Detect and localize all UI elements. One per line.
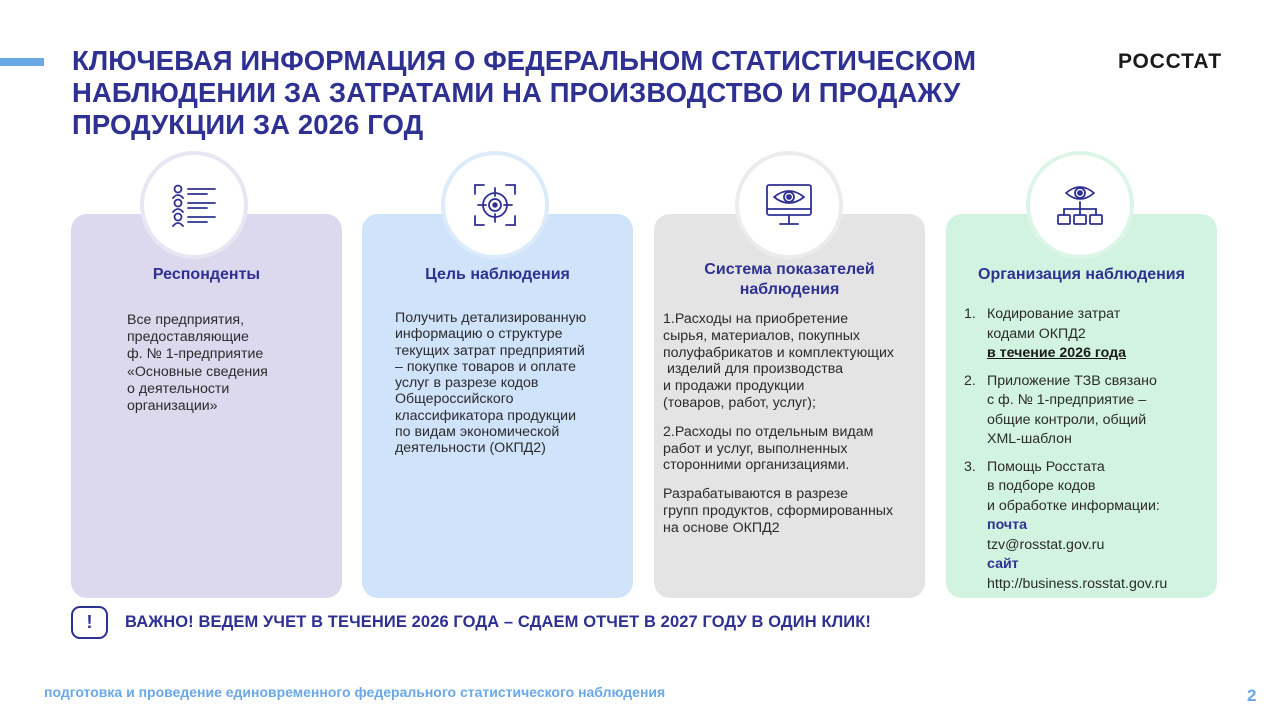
title-line: КЛЮЧЕВАЯ ИНФОРМАЦИЯ О ФЕДЕРАЛЬНОМ СТАТИСТИЧЕСКОМ (72, 45, 977, 76)
text-line: – покупке товаров и оплате (395, 358, 577, 375)
target-icon (445, 155, 545, 255)
goal-title: Цель наблюдения (425, 266, 570, 283)
text-line: о деятельности (127, 380, 230, 397)
text-line: Получить детализированную (395, 310, 587, 326)
organization-title: Организация наблюдения (978, 266, 1185, 283)
text-line: в подборе кодов (987, 478, 1096, 494)
list-item (964, 305, 1209, 364)
text-line: Разрабатываются в разрезе (663, 486, 849, 503)
title-line: НАБЛЮДЕНИИ ЗА ЗАТРАТАМИ НА ПРОИЗВОДСТВО И ПРОДАЖУ (72, 77, 961, 108)
text-line: организации» (127, 398, 218, 415)
text-line: текущих затрат предприятий (395, 342, 585, 359)
title-line: ПРОДУКЦИИ ЗА 2026 ГОД (72, 109, 424, 140)
footer-text: подготовка и проведение единовременного федерального статистического наблюдения (44, 684, 666, 700)
list-number: 1. (964, 306, 976, 322)
rosstat-logo: РОССТАТ (1118, 50, 1222, 73)
goal-card (362, 214, 633, 598)
text-line: Кодирование затрат (987, 306, 1121, 322)
text-line: на основе ОКПД2 (663, 519, 780, 536)
text-line: и обработке информации: (987, 497, 1160, 514)
text-line: групп продуктов, сформированных (663, 502, 894, 519)
text-line: Помощь Росстата (987, 458, 1105, 475)
indicators-card (654, 214, 925, 598)
text-line: кодами ОКПД2 (987, 325, 1086, 342)
title-line: Система показателей (704, 261, 875, 278)
important-text: ВАЖНО! ВЕДЕМ УЧЕТ В ТЕЧЕНИЕ 2026 ГОДА – СДАЕМ ОТЧЕТ В 2027 ГОДУ В ОДИН КЛИК! (125, 613, 872, 631)
text-line: классификатора продукции (395, 407, 577, 424)
page-number: 2 (1247, 686, 1257, 705)
title-line: наблюдения (739, 281, 840, 298)
text-line: изделий для производства (663, 361, 843, 378)
text-line: общие контроли, общий (987, 411, 1147, 428)
list-item (964, 372, 1209, 450)
accent-bar (0, 58, 44, 66)
exclamation-icon: ! (71, 606, 108, 639)
respondents-card (71, 214, 342, 598)
text-line: 2.Расходы по отдельным видам (663, 423, 874, 440)
text-line: по видам экономической (395, 424, 560, 441)
site-link[interactable]: http://business.rosstat.gov.ru (987, 575, 1168, 592)
indicators-paragraph-2 (663, 424, 925, 474)
text-line: Все предприятия, (127, 312, 245, 328)
text-line: сторонними организациями. (663, 457, 850, 474)
goal-text (395, 310, 625, 457)
indicators-paragraph-3 (663, 486, 925, 536)
text-line: «Основные сведения (127, 363, 268, 380)
indicators-paragraph-1 (663, 311, 925, 412)
text-line: (товаров, работ, услуг); (663, 394, 816, 411)
indicators-text (663, 311, 925, 549)
text-line: работ и услуг, выполненных (663, 440, 848, 457)
page-title (72, 45, 1072, 141)
organization-list (964, 305, 1209, 602)
text-line: с ф. № 1-предприятие – (987, 392, 1147, 408)
list-number: 2. (964, 372, 976, 389)
monitor-eye-icon (739, 155, 839, 255)
text-line: 1.Расходы на приобретение (663, 311, 849, 327)
email-label: почта (987, 517, 1027, 533)
respondents-text (127, 312, 327, 415)
people-list-icon (144, 155, 244, 255)
text-line: XML-шаблон (987, 431, 1072, 447)
respondents-title: Респонденты (152, 266, 261, 283)
organization-card (946, 214, 1217, 598)
email-link[interactable]: tzv@rosstat.gov.ru (987, 536, 1105, 553)
text-line: полуфабрикатов и комплектующих (663, 344, 894, 361)
list-item (964, 458, 1209, 595)
text-line: информацию о структуре (395, 326, 563, 343)
important-banner (71, 606, 871, 639)
text-line: предоставляющие (127, 329, 249, 346)
text-line: услуг в разрезе кодов (395, 375, 539, 392)
text-line: деятельности (ОКПД2) (395, 440, 546, 457)
text-line: Общероссийского (395, 391, 514, 408)
text-line: и продажи продукции (663, 378, 805, 395)
text-line: сырья, материалов, покупных (663, 327, 860, 344)
text-line: ф. № 1-предприятие (127, 346, 264, 363)
site-label: сайт (987, 556, 1019, 572)
indicators-title (654, 260, 925, 300)
list-number: 3. (964, 458, 976, 475)
eye-hierarchy-icon (1030, 155, 1130, 255)
text-line: Приложение ТЗВ связано (987, 372, 1157, 389)
deadline-emphasis: в течение 2026 года (987, 345, 1126, 361)
